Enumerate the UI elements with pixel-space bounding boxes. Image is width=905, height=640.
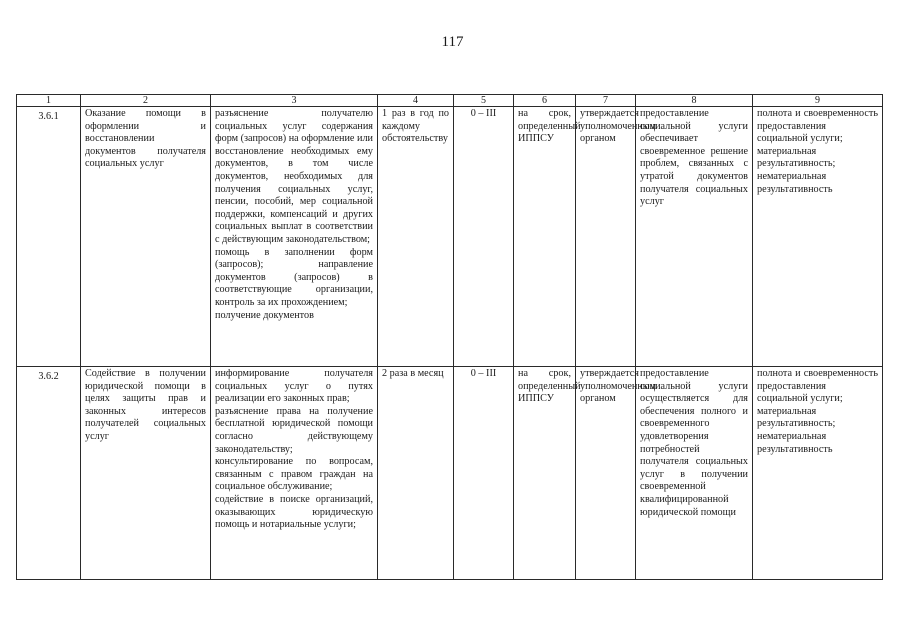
- service-result: предоставление социальной услуги осуществляется для обеспечения полного и своевременного удовлетворения потребностей получателя социальных услуг в получении своевременной квалифицированной юридической помощи: [636, 367, 753, 580]
- quality-indicators: [753, 367, 883, 580]
- service-norms: утверждается уполномоченным органом: [576, 107, 636, 367]
- service-name: Содействие в получении юридической помощи в целях защиты прав и законных интересов получателей социальных услуг: [81, 367, 211, 580]
- quality-item: нематериальная результативность: [757, 430, 833, 455]
- quality-item: полнота и своевременность предоставления социальной услуги;: [757, 368, 878, 405]
- service-description: [211, 107, 378, 367]
- description-item: разъяснение получателю социальных услуг содержания форм (запросов) на оформление или восстановление необходимых ему документов, в том числе документов, необходимых для получения социальных услуг, пенсии, пособий, мер социальной поддержки, компенсаций и других социальных выплат в соответствии с действующим законодательством;: [215, 108, 373, 245]
- description-item: содействие в поиске организаций, оказывающих юридическую помощь и нотариальные услуги;: [215, 493, 373, 531]
- recipient-group: 0 – III: [454, 367, 514, 580]
- service-number: 3.6.2: [17, 367, 81, 580]
- column-number: 3: [211, 95, 378, 107]
- column-number-row: [17, 95, 883, 107]
- service-frequency: 1 раз в год по каждому обстоятельству: [378, 107, 454, 367]
- service-term: на срок, определенный ИППСУ: [514, 107, 576, 367]
- service-frequency: 2 раза в месяц: [378, 367, 454, 580]
- service-description: [211, 367, 378, 580]
- service-number: 3.6.1: [17, 107, 81, 367]
- column-number: 6: [514, 95, 576, 107]
- social-services-table: [16, 94, 883, 580]
- service-term: на срок, определенный ИППСУ: [514, 367, 576, 580]
- quality-item: материальная результативность;: [757, 145, 836, 170]
- description-item: консультирование по вопросам, связанным с правом граждан на социальное обслуживание;: [215, 456, 373, 493]
- table-row: [17, 367, 883, 580]
- description-item: получение документов: [215, 309, 314, 321]
- service-name: Оказание помощи в оформлении и восстановлении документов получателя социальных услуг: [81, 107, 211, 367]
- column-number: 7: [576, 95, 636, 107]
- quality-item: полнота и своевременность предоставления социальной услуги;: [757, 108, 878, 145]
- quality-item: нематериальная результативность: [757, 170, 833, 195]
- column-number: 2: [81, 95, 211, 107]
- service-norms: утверждается уполномоченным органом: [576, 367, 636, 580]
- column-number: 8: [636, 95, 753, 107]
- service-result: предоставление социальной услуги обеспечивает своевременное решение проблем, связанных с утратой документов получателя социальных услуг: [636, 107, 753, 367]
- column-number: 1: [17, 95, 81, 107]
- column-number: 4: [378, 95, 454, 107]
- table-row: [17, 107, 883, 367]
- recipient-group: 0 – III: [454, 107, 514, 367]
- quality-indicators: [753, 107, 883, 367]
- page-number: 117: [441, 34, 464, 50]
- quality-item: материальная результативность;: [757, 405, 836, 430]
- column-number: 9: [753, 95, 883, 107]
- description-item: разъяснение права на получение бесплатной юридической помощи согласно действующему законодательству;: [215, 405, 373, 455]
- description-item: информирование получателя социальных услуг о путях реализации его законных прав;: [215, 368, 373, 405]
- column-number: 5: [454, 95, 514, 107]
- description-item: помощь в заполнении форм (запросов); направление документов (запросов) в соответствующие организации, контроль за их прохождением;: [215, 246, 373, 308]
